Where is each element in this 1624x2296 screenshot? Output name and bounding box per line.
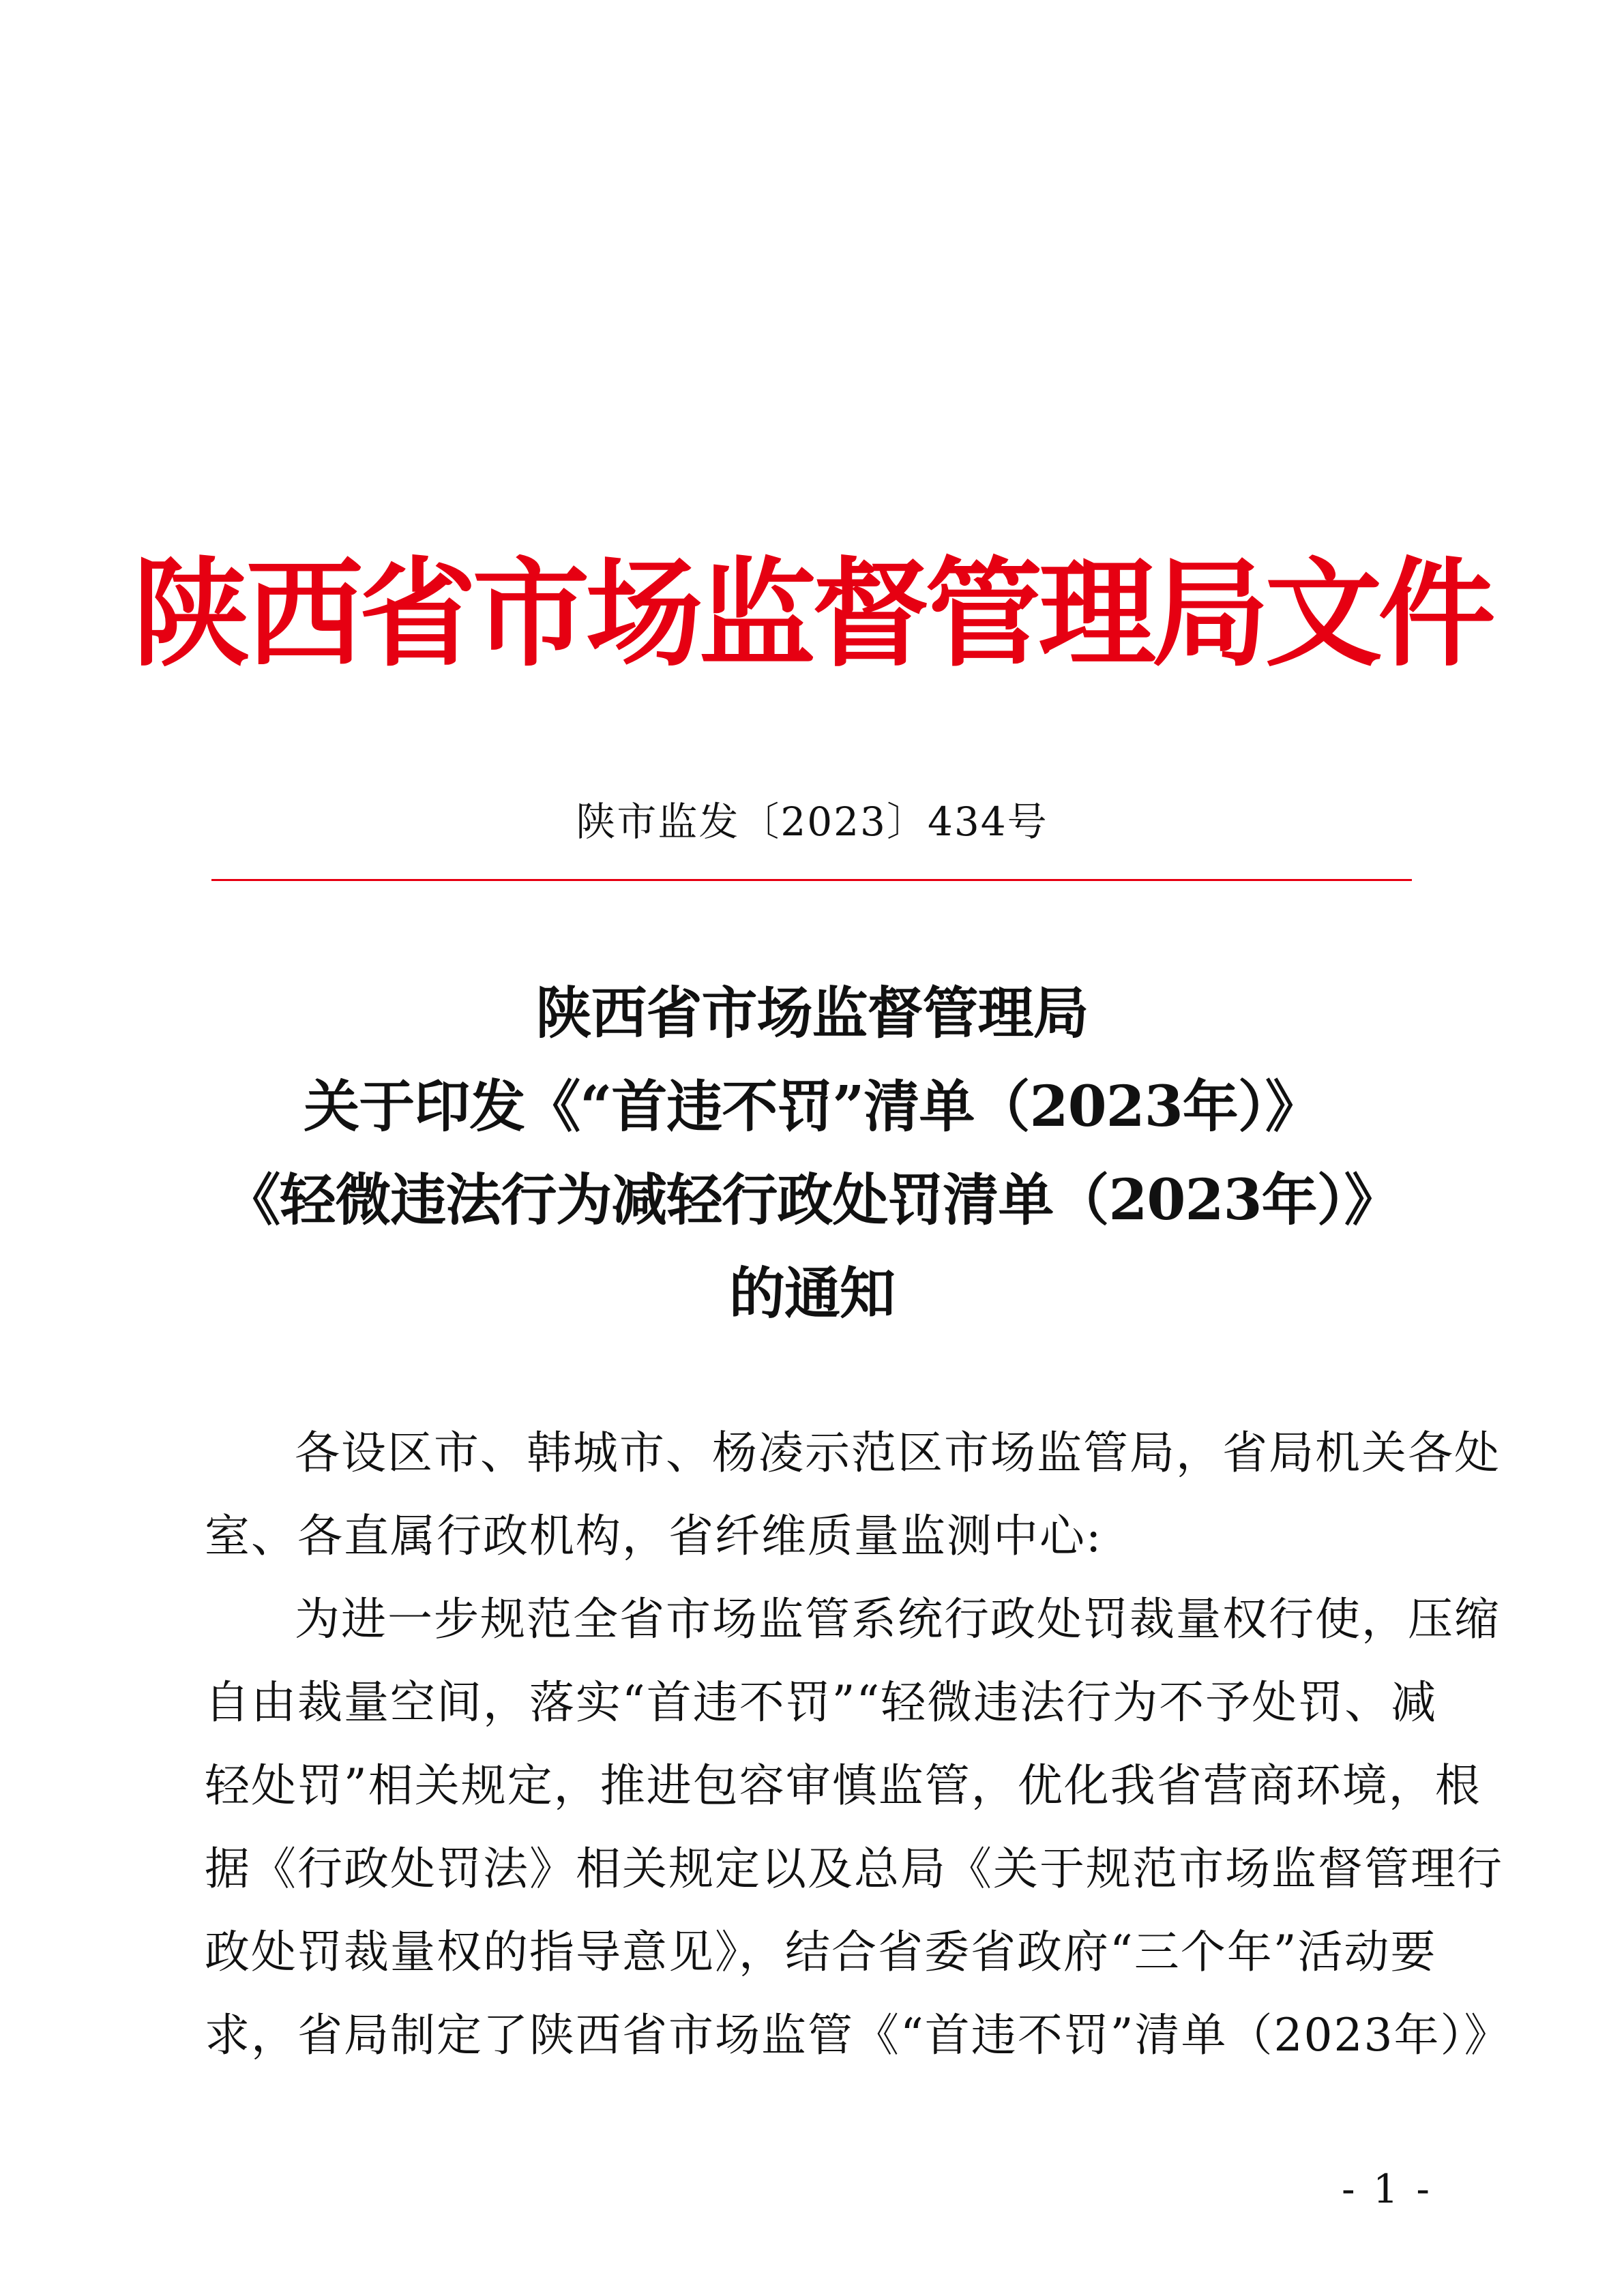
body-line-6: 求，省局制定了陕西省市场监管《“首违不罚”清单（2023年）》 <box>205 2009 1511 2061</box>
title-line-4: 的通知 <box>728 1261 895 1326</box>
body-line-5: 政处罚裁量权的指导意见》，结合省委省政府“三个年”活动要 <box>205 1926 1437 1978</box>
page-number: - 1 - <box>1342 2166 1432 2212</box>
document-number: 陕市监发〔2023〕434号 <box>576 799 1048 845</box>
body-line-3: 轻处罚”相关规定，推进包容审慎监管，优化我省营商环境，根 <box>205 1759 1481 1812</box>
notice-title <box>0 967 1624 1341</box>
masthead-title: 陕西省市场监督管理局文件 <box>132 544 1492 683</box>
body-line-4: 据《行政处罚法》相关规定以及总局《关于规范市场监督管理行 <box>205 1843 1503 1895</box>
red-divider-line <box>211 879 1412 881</box>
title-line-3: 《轻微违法行为减轻行政处罚清单（2023年）》 <box>224 1167 1400 1233</box>
title-line-1: 陕西省市场监督管理局 <box>535 981 1089 1046</box>
title-line-2: 关于印发《“首违不罚”清单（2023年）》 <box>304 1074 1320 1139</box>
body-line-1: 为进一步规范全省市场监管系统行政处罚裁量权行使，压缩 <box>295 1593 1501 1645</box>
addressee-line-2: 室、各直属行政机构，省纤维质量监测中心: <box>205 1510 1103 1562</box>
addressee-line-1: 各设区市、韩城市、杨凌示范区市场监管局，省局机关各处 <box>295 1427 1501 1479</box>
notice-body <box>205 1412 1511 2077</box>
body-line-2: 自由裁量空间，落实“首违不罚”“轻微违法行为不予处罚、减 <box>205 1676 1438 1729</box>
